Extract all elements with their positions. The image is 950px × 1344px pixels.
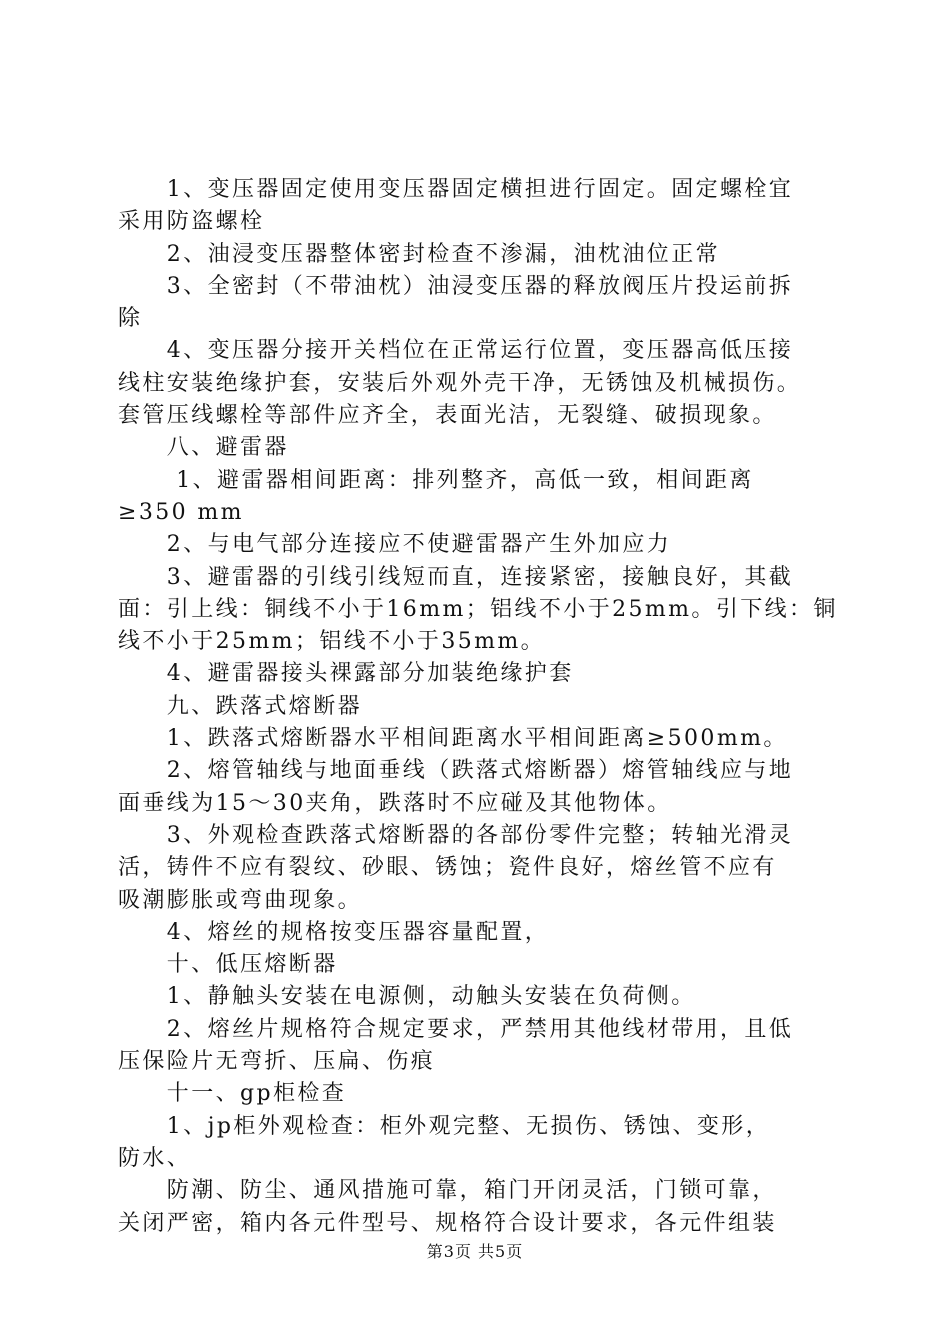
text-line: 3、全密封（不带油枕）油浸变压器的释放阀压片投运前拆 bbox=[118, 273, 794, 299]
text-line: 关闭严密，箱内各元件型号、规格符合设计要求，各元件组装 bbox=[118, 1210, 777, 1236]
text-line: 九、跌落式熔断器 bbox=[118, 693, 363, 719]
text-line: 4、避雷器接头裸露部分加装绝缘护套 bbox=[118, 661, 574, 687]
text-line: 2、熔管轴线与地面垂线（跌落式熔断器）熔管轴线应与地 bbox=[118, 758, 794, 784]
page-footer: 第3页 共5页 bbox=[426, 1242, 524, 1261]
text-line: 十、低压熔断器 bbox=[118, 952, 338, 978]
text-line: 1、静触头安装在电源侧，动触头安装在负荷侧。 bbox=[118, 984, 696, 1010]
text-line: 活，铸件不应有裂纹、砂眼、锈蚀；瓷件良好，熔丝管不应有 bbox=[118, 855, 777, 881]
text-line: 3、外观检查跌落式熔断器的各部份零件完整；转轴光滑灵 bbox=[118, 822, 794, 848]
text-line: 吸潮膨胀或弯曲现象。 bbox=[118, 887, 363, 913]
text-line: 面垂线为15～30夹角，跌落时不应碰及其他物体。 bbox=[118, 790, 672, 816]
text-line: 八、避雷器 bbox=[118, 435, 289, 461]
text-line: 2、熔丝片规格符合规定要求，严禁用其他线材带用，且低 bbox=[118, 1016, 794, 1042]
text-line: 防水、 bbox=[118, 1145, 192, 1171]
text-line: 1、变压器固定使用变压器固定横担进行固定。固定螺栓宜 bbox=[118, 177, 794, 202]
text-line: 1、jp柜外观检查：柜外观完整、无损伤、锈蚀、变形， bbox=[118, 1113, 771, 1139]
text-line: 十一、gp柜检查 bbox=[118, 1081, 347, 1107]
text-line: 4、熔丝的规格按变压器容量配置， bbox=[118, 919, 550, 945]
text-line: 3、避雷器的引线引线短而直，连接紧密，接触良好，其截 bbox=[118, 564, 794, 590]
text-line: 线柱安装绝缘护套，安装后外观外壳干净，无锈蚀及机械损伤。 bbox=[118, 370, 802, 396]
text-line: 2、与电气部分连接应不使避雷器产生外加应力 bbox=[118, 532, 672, 558]
document-body bbox=[118, 174, 838, 1240]
text-line: 1、跌落式熔断器水平相间距离水平相间距离≥500mm。 bbox=[118, 726, 788, 752]
text-line: 2、油浸变压器整体密封检查不渗漏，油枕油位正常 bbox=[118, 241, 720, 267]
text-line: ≥350 mm bbox=[118, 499, 244, 525]
text-line: 防潮、防尘、通风措施可靠，箱门开闭灵活，门锁可靠， bbox=[118, 1178, 777, 1204]
text-line: 除 bbox=[118, 306, 143, 332]
text-line: 采用防盗螺栓 bbox=[118, 209, 265, 235]
text-line: 面：引上线：铜线不小于16mm；铝线不小于25mm。引下线：铜 bbox=[118, 596, 838, 622]
text-line: 4、变压器分接开关档位在正常运行位置，变压器高低压接 bbox=[118, 338, 794, 364]
text-line: 1、避雷器相间距离：排列整齐，高低一致，相间距离 bbox=[118, 467, 754, 493]
text-line: 压保险片无弯折、压扁、伤痕 bbox=[118, 1049, 436, 1075]
text-line: 套管压线螺栓等部件应齐全，表面光洁，无裂缝、破损现象。 bbox=[118, 403, 777, 429]
text-line: 线不小于25mm；铝线不小于35mm。 bbox=[118, 629, 546, 655]
